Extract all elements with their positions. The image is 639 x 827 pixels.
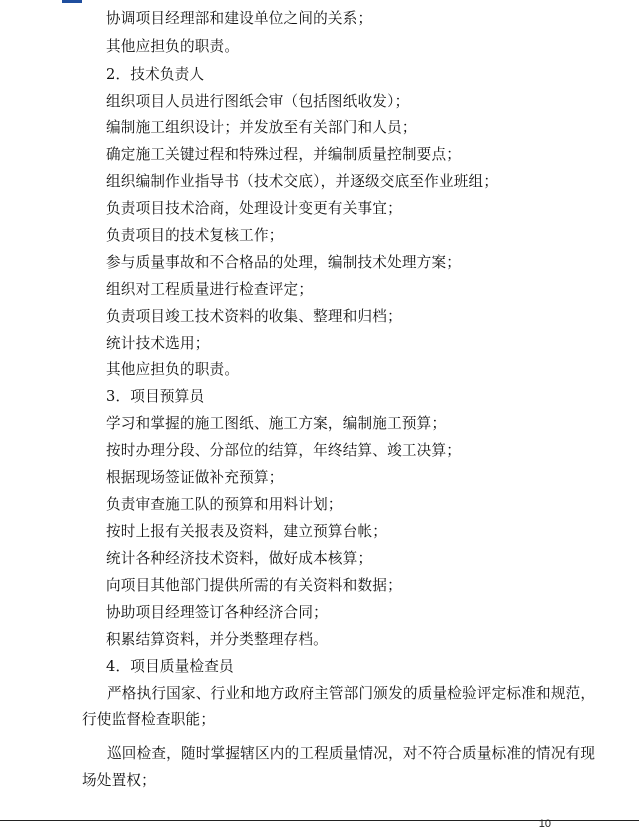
section-heading: 3．项目预算员 <box>106 388 205 405</box>
text-line: 统计各种经济技术资料，做好成本核算； <box>106 550 373 567</box>
text-line: 向项目其他部门提供所需的有关资料和数据； <box>106 577 402 594</box>
text-line: 组织编制作业指导书（技术交底），并逐级交底至作业班组； <box>106 173 499 190</box>
text-line: 编制施工组织设计；并发放至有关部门和人员； <box>106 119 417 136</box>
text-line: 按时上报有关报表及资料，建立预算台帐； <box>106 523 388 540</box>
section-heading: 2．技术负责人 <box>106 66 205 83</box>
paragraph-first-line: 巡回检查，随时掌握辖区内的工程质量情况，对不符合质量标准的情况有现 <box>107 745 596 762</box>
text-line: 负责项目的技术复核工作； <box>106 227 284 244</box>
text-line: 协助项目经理签订各种经济合同； <box>106 604 328 621</box>
text-line: 负责项目技术洽商，处理设计变更有关事宜； <box>106 200 402 217</box>
paragraph-continuation-line: 行使监督检查职能； <box>82 711 216 728</box>
text-line: 积累结算资料，并分类整理存档。 <box>106 631 328 648</box>
paragraph-first-line: 严格执行国家、行业和地方政府主管部门颁发的质量检验评定标准和规范， <box>107 685 596 702</box>
text-line: 协调项目经理部和建设单位之间的关系； <box>106 10 373 27</box>
paragraph-continuation-line: 场处置权； <box>82 772 156 789</box>
text-line: 其他应担负的职责。 <box>106 38 240 55</box>
text-line: 统计技术选用； <box>106 335 210 352</box>
header-accent-bar <box>62 0 82 3</box>
text-line: 学习和掌握的施工图纸、施工方案，编制施工预算； <box>106 415 447 432</box>
text-line: 确定施工关键过程和特殊过程，并编制质量控制要点； <box>106 146 462 163</box>
text-line: 组织项目人员进行图纸会审（包括图纸收发）； <box>106 93 410 110</box>
page-number: 10 <box>538 818 551 827</box>
text-line: 负责项目竣工技术资料的收集、整理和归档； <box>106 308 402 325</box>
section-heading: 4．项目质量检查员 <box>106 658 234 675</box>
text-line: 其他应担负的职责。 <box>106 361 240 378</box>
text-line: 按时办理分段、分部位的结算，年终结算、竣工决算； <box>106 442 462 459</box>
text-line: 根据现场签证做补充预算； <box>106 469 284 486</box>
text-line: 负责审查施工队的预算和用料计划； <box>106 496 343 513</box>
text-line: 参与质量事故和不合格品的处理，编制技术处理方案； <box>106 254 462 271</box>
text-line: 组织对工程质量进行检查评定； <box>106 281 314 298</box>
